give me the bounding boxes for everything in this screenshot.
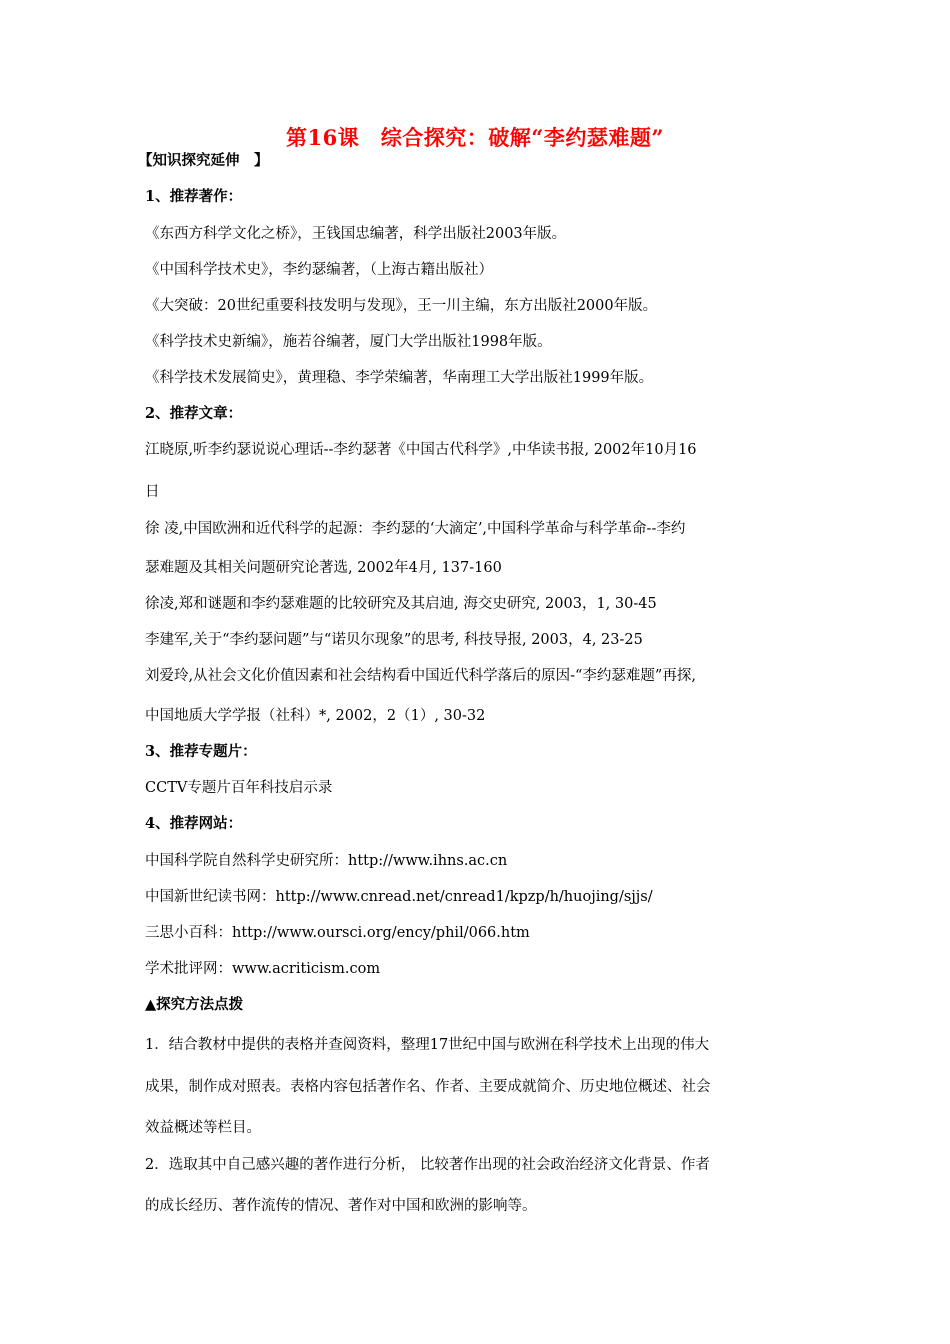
article-line: 徐凌,郑和谜题和李约瑟难题的比较研究及其启迪, 海交史研究, 2003，1, 30-45: [145, 596, 657, 612]
websites-heading: 4、推荐网站：: [145, 815, 243, 832]
books-heading: 1、推荐著作：: [145, 188, 243, 205]
method-heading: ▲探究方法点拨: [145, 996, 244, 1013]
method-line: 2．选取其中自己感兴趣的著作进行分析， 比较著作出现的社会政治经济文化背景、作者: [145, 1157, 710, 1173]
method-line: 1．结合教材中提供的表格并查阅资料，整理17世纪中国与欧洲在科学技术上出现的伟大: [145, 1037, 710, 1053]
page-title: 第16课 综合探究：破解“李约瑟难题”: [286, 125, 664, 150]
book-item: 《科学技术史新编》，施若谷编著，厦门大学出版社1998年版。: [145, 334, 552, 350]
article-line: 李建军,关于“李约瑟问题”与“诺贝尔现象”的思考, 科技导报, 2003，4, 23-25: [145, 632, 643, 648]
article-line: 徐 凌,中国欧洲和近代科学的起源：李约瑟的‘大滴定’,中国科学革命与科学革命--李约: [145, 521, 686, 537]
book-item: 《科学技术发展简史》，黄理稳、李学荣编著，华南理工大学出版社1999年版。: [145, 370, 654, 386]
article-line: 日: [145, 484, 160, 500]
article-line: 中国地质大学学报（社科）*, 2002，2（1）, 30-32: [145, 708, 486, 724]
book-item: 《中国科学技术史》，李约瑟编著，（上海古籍出版社）: [145, 262, 493, 278]
films-heading: 3、推荐专题片：: [145, 743, 257, 760]
section-heading: 【知识探究延伸 】: [138, 152, 269, 169]
article-line: 瑟难题及其相关问题研究论著选, 2002年4月, 137-160: [145, 560, 502, 576]
book-item: 《大突破：20世纪重要科技发明与发现》，王一川主编，东方出版社2000年版。: [145, 298, 658, 314]
film-item: CCTV专题片百年科技启示录: [145, 780, 333, 796]
article-line: 刘爱玲,从社会文化价值因素和社会结构看中国近代科学落后的原因-“李约瑟难题”再探,: [145, 668, 696, 684]
website-item: 中国科学院自然科学史研究所：http://www.ihns.ac.cn: [145, 853, 508, 869]
website-item: 三思小百科：http://www.oursci.org/ency/phil/066.htm: [145, 925, 530, 941]
website-item: 学术批评网：www.acriticism.com: [145, 961, 381, 977]
method-line: 的成长经历、著作流传的情况、著作对中国和欧洲的影响等。: [145, 1198, 537, 1214]
method-line: 成果，制作成对照表。表格内容包括著作名、作者、主要成就简介、历史地位概述、社会: [145, 1079, 711, 1095]
book-item: 《东西方科学文化之桥》，王钱国忠编著，科学出版社2003年版。: [145, 226, 567, 242]
website-item: 中国新世纪读书网：http://www.cnread.net/cnread1/kpzp/h/huojing/sjjs/: [145, 889, 653, 905]
article-line: 江晓原,听李约瑟说说心理话--李约瑟著《中国古代科学》,中华读书报, 2002年10月16: [145, 442, 697, 458]
method-line: 效益概述等栏目。: [145, 1120, 261, 1136]
articles-heading: 2、推荐文章：: [145, 405, 243, 422]
